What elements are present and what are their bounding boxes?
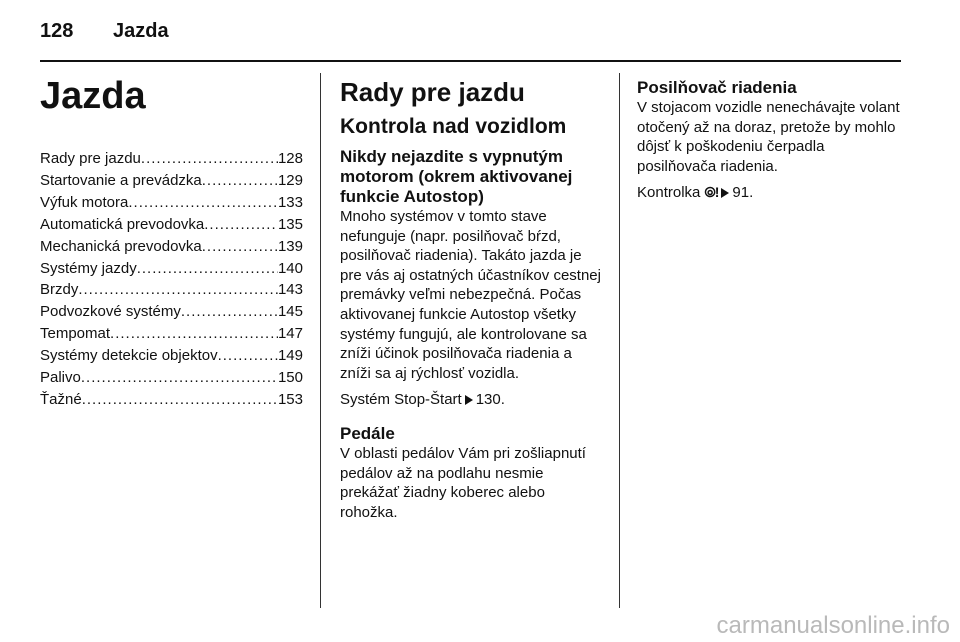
toc-entry-label: Systémy detekcie objektov xyxy=(40,347,218,365)
toc-entry[interactable] xyxy=(40,192,303,214)
toc-leader-dots xyxy=(78,279,278,301)
cross-reference-warning-lamp[interactable] xyxy=(637,183,903,203)
toc-entry-page: 135 xyxy=(277,215,303,233)
toc-leader-dots xyxy=(141,148,278,170)
cross-reference-page: 91. xyxy=(732,184,754,202)
toc-entry-page: 147 xyxy=(277,325,303,343)
column-toc xyxy=(40,74,303,427)
cross-reference-page: 130. xyxy=(475,391,505,409)
toc-entry-page: 128 xyxy=(277,150,303,167)
column-divider-2 xyxy=(619,73,620,608)
toc-leader-dots xyxy=(204,214,278,236)
cross-reference-label: Systém Stop-Štart xyxy=(340,391,462,409)
toc-entry-label: Podvozkové systémy xyxy=(40,303,181,321)
toc-entry-label: Mechanická prevodovka xyxy=(40,237,202,255)
toc-entry-label: Výfuk motora xyxy=(40,193,129,211)
header-rule xyxy=(40,60,901,62)
toc-entry[interactable] xyxy=(40,389,303,411)
toc-entry[interactable] xyxy=(40,279,303,301)
toc-entry[interactable] xyxy=(40,323,303,345)
page-number: 128 xyxy=(40,20,74,42)
toc-entry-page: 133 xyxy=(277,193,303,211)
paragraph-power-steering: V stojacom vozidle nenechávajte volant otočený až na doraz, pretože by mohlo dôjsť k poškodeniu čerpadla posilňovača riadenia. xyxy=(637,99,900,175)
toc-entry[interactable] xyxy=(40,148,303,170)
heading-engine-off: Nikdy nejazdite s vypnutým motorom (okrem aktivovanej funkcie Autostop) xyxy=(340,147,573,206)
toc-entry-label: Brzdy xyxy=(40,281,79,299)
toc-leader-dots xyxy=(82,389,278,411)
toc-entry[interactable] xyxy=(40,345,303,367)
paragraph-engine-off: Mnoho systémov v tomto stave nefunguje (napr. posilňovač bŕzd, posilňovač riadenia). Takáto jazda je pre vás aj ostatných účastníkov cestnej premávky veľmi nebezpečná. Počas aktivovanej funkcie Autostop všetky systémy fungujú, ale kontrolovane sa zníži účinok posilňovača riadenia a zníži sa aj rýchlosť vozidla. xyxy=(340,208,601,382)
toc-entry[interactable] xyxy=(40,236,303,258)
toc-leader-dots xyxy=(202,170,278,192)
main-title: Jazda xyxy=(40,75,146,117)
section-title: Rady pre jazdu xyxy=(340,77,525,107)
subsection-title: Kontrola nad vozidlom xyxy=(340,115,567,138)
toc-entry-page: 140 xyxy=(277,259,303,277)
toc-leader-dots xyxy=(202,236,278,258)
cross-reference-stop-start[interactable] xyxy=(340,390,606,410)
toc-entry-label: Startovanie a prevádzka xyxy=(40,171,202,189)
steering-warning-icon: ⦾! xyxy=(704,184,719,201)
reference-arrow-icon xyxy=(721,188,729,198)
chapter-title: Jazda xyxy=(113,20,169,42)
heading-power-steering: Posilňovač riadenia xyxy=(637,78,797,97)
toc-leader-dots xyxy=(128,192,278,214)
toc-entry-page: 139 xyxy=(277,237,303,255)
toc-entry-label: Systémy jazdy xyxy=(40,259,137,277)
table-of-contents xyxy=(40,148,303,411)
toc-entry[interactable] xyxy=(40,301,303,323)
toc-entry-label: Automatická prevodovka xyxy=(40,215,205,233)
column-2 xyxy=(340,76,606,522)
watermark: carmanualsonline.info xyxy=(716,612,950,639)
heading-pedals: Pedále xyxy=(340,423,395,443)
toc-entry-page: 149 xyxy=(277,347,303,365)
toc-leader-dots xyxy=(137,258,278,280)
column-3 xyxy=(637,78,903,203)
toc-entry-page: 150 xyxy=(277,369,303,387)
toc-entry[interactable] xyxy=(40,258,303,280)
cross-reference-label: Kontrolka xyxy=(637,184,701,202)
toc-entry-page: 153 xyxy=(277,390,303,408)
toc-entry-page: 145 xyxy=(277,303,303,321)
column-divider-1 xyxy=(320,73,321,608)
reference-arrow-icon xyxy=(465,395,473,405)
toc-entry-label: Rady pre jazdu xyxy=(40,150,141,167)
toc-entry-label: Palivo xyxy=(40,369,81,387)
toc-entry-label: Tempomat xyxy=(40,325,111,343)
toc-entry-label: Ťažné xyxy=(40,390,82,408)
toc-entry-page: 143 xyxy=(277,281,303,299)
toc-entry[interactable] xyxy=(40,170,303,192)
toc-leader-dots xyxy=(81,367,278,389)
toc-entry[interactable] xyxy=(40,214,303,236)
toc-leader-dots xyxy=(218,345,278,367)
toc-leader-dots xyxy=(181,301,278,323)
toc-leader-dots xyxy=(110,323,278,345)
toc-entry-page: 129 xyxy=(277,171,303,189)
toc-entry[interactable] xyxy=(40,367,303,389)
paragraph-pedals: V oblasti pedálov Vám pri zošliapnutí pedálov až na podlahu nesmie prekážať žiadny koberec alebo rohožka. xyxy=(340,444,586,521)
